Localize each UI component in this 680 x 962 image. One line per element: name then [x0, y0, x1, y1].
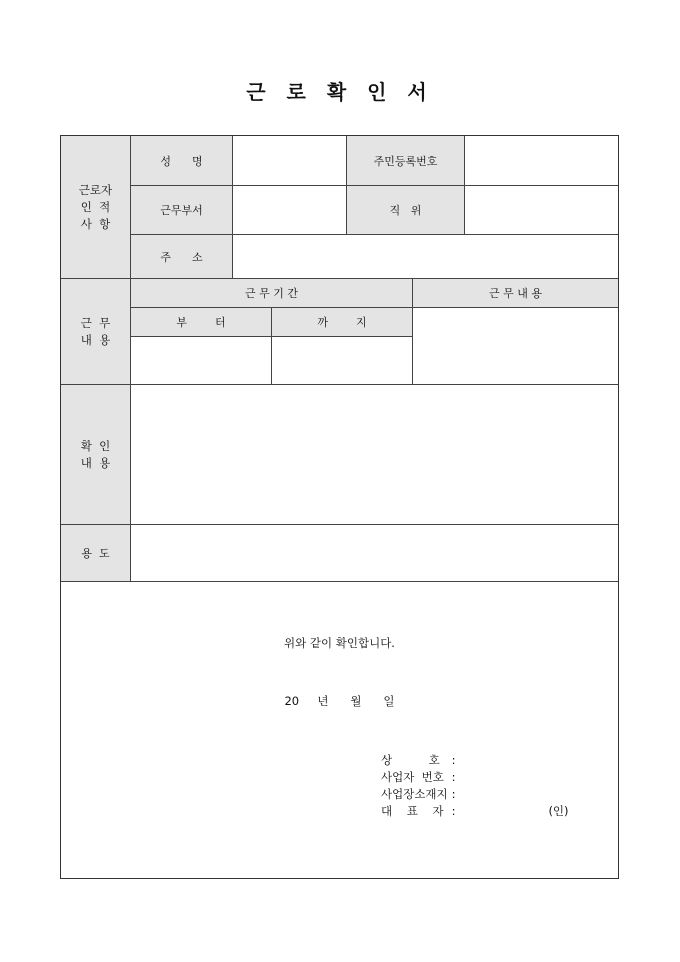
date-line: 20 년 월 일 [284, 694, 395, 708]
signature-colon: : [451, 787, 456, 801]
department-label: 근무부서 [131, 186, 233, 235]
statement-area [61, 582, 618, 878]
work-period-label: 근 무 기 간 [131, 279, 413, 308]
work-section-label: 근 무 내 용 [61, 279, 131, 385]
signature-block [381, 752, 569, 820]
signature-value[interactable] [456, 786, 569, 803]
to-date-field[interactable] [272, 337, 413, 385]
work-content-label: 근 무 내 용 [413, 279, 618, 308]
signature-label: 사업자 번호 [381, 770, 444, 784]
confirm-section-label: 확 인 내 용 [61, 385, 131, 525]
from-date-field[interactable] [131, 337, 272, 385]
signature-colon: : [451, 753, 456, 767]
name-label: 성 명 [131, 136, 233, 186]
from-label: 부 터 [131, 308, 272, 337]
purpose-section-label: 용 도 [61, 525, 131, 582]
signature-value[interactable] [456, 769, 569, 786]
to-label: 까 지 [272, 308, 413, 337]
purpose-field[interactable] [131, 525, 618, 582]
signature-row [381, 769, 569, 786]
signature-label: 대 표 자 [381, 804, 444, 818]
resident-number-field[interactable] [465, 136, 618, 186]
signature-value[interactable] [456, 752, 569, 769]
document-title: 근 로 확 인 서 [246, 80, 434, 104]
signature-colon: : [451, 804, 456, 818]
seal-mark[interactable]: (인) [548, 804, 569, 818]
position-field[interactable] [465, 186, 618, 235]
signature-row [381, 786, 569, 803]
department-field[interactable] [233, 186, 347, 235]
worker-info-section-label: 근로자 인 적 사 항 [61, 136, 131, 279]
work-content-field[interactable] [413, 308, 618, 385]
confirmation-statement: 위와 같이 확인합니다. [284, 636, 395, 650]
position-label: 직 위 [347, 186, 465, 235]
signature-row [381, 752, 569, 769]
address-label: 주 소 [131, 235, 233, 279]
resident-number-label: 주민등록번호 [347, 136, 465, 186]
signature-row [381, 803, 569, 820]
signature-colon: : [451, 770, 456, 784]
confirmation-form [60, 135, 619, 879]
name-field[interactable] [233, 136, 347, 186]
confirm-content-field[interactable] [131, 385, 618, 525]
signature-label: 상 호 [381, 753, 440, 767]
signature-label: 사업장소재지 [381, 787, 448, 801]
address-field[interactable] [233, 235, 618, 279]
